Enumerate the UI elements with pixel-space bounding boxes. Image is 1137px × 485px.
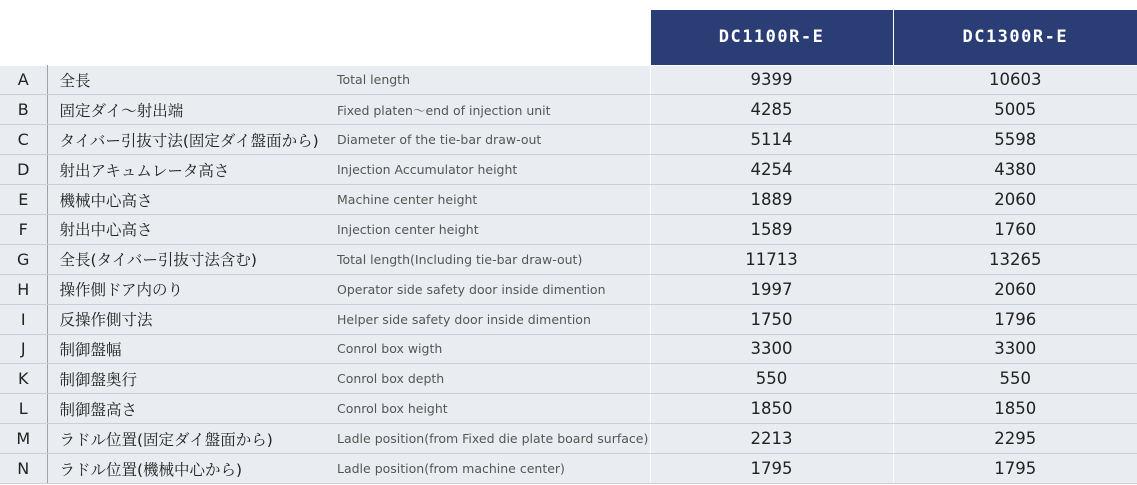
row-value-model-2: 1760 — [893, 214, 1137, 244]
row-label-en: Conrol box depth — [335, 364, 650, 394]
row-label-jp: 制御盤幅 — [47, 334, 335, 364]
row-label-en: Ladle position(from machine center) — [335, 454, 650, 484]
spec-table — [0, 10, 1137, 484]
row-letter: J — [0, 334, 47, 364]
table-row — [0, 155, 1137, 185]
row-letter: N — [0, 454, 47, 484]
row-value-model-1: 1589 — [650, 214, 893, 244]
row-label-en: Conrol box wigth — [335, 334, 650, 364]
table-row — [0, 424, 1137, 454]
row-label-en: Injection Accumulator height — [335, 155, 650, 185]
row-value-model-1: 2213 — [650, 424, 893, 454]
row-value-model-1: 5114 — [650, 125, 893, 155]
header-row — [0, 10, 1137, 65]
row-label-en: Operator side safety door inside dimention — [335, 274, 650, 304]
row-label-jp: 機械中心高さ — [47, 185, 335, 215]
table-row — [0, 334, 1137, 364]
table-row — [0, 304, 1137, 334]
table-row — [0, 214, 1137, 244]
row-label-jp: タイバー引抜寸法(固定ダイ盤面から) — [47, 125, 335, 155]
row-value-model-2: 550 — [893, 364, 1137, 394]
row-letter: K — [0, 364, 47, 394]
header-blank — [0, 10, 650, 65]
row-label-jp: 固定ダイ〜射出端 — [47, 95, 335, 125]
row-label-en: Ladle position(from Fixed die plate board surface) — [335, 424, 650, 454]
row-value-model-2: 2060 — [893, 274, 1137, 304]
row-value-model-2: 5598 — [893, 125, 1137, 155]
row-label-jp: 全長 — [47, 65, 335, 95]
row-value-model-1: 1750 — [650, 304, 893, 334]
row-label-jp: ラドル位置(機械中心から) — [47, 454, 335, 484]
row-label-en: Conrol box height — [335, 394, 650, 424]
row-value-model-2: 2295 — [893, 424, 1137, 454]
row-label-jp: 操作側ドア内のり — [47, 274, 335, 304]
table-row — [0, 125, 1137, 155]
table-row — [0, 244, 1137, 274]
row-letter: D — [0, 155, 47, 185]
model-header-1: DC1100R-E — [650, 10, 893, 65]
row-letter: H — [0, 274, 47, 304]
row-label-en: Injection center height — [335, 214, 650, 244]
row-label-jp: 射出アキュムレータ高さ — [47, 155, 335, 185]
row-letter: G — [0, 244, 47, 274]
row-label-jp: 制御盤高さ — [47, 394, 335, 424]
table-row — [0, 185, 1137, 215]
row-letter: B — [0, 95, 47, 125]
row-value-model-1: 1997 — [650, 274, 893, 304]
row-value-model-2: 13265 — [893, 244, 1137, 274]
row-letter: E — [0, 185, 47, 215]
row-value-model-1: 9399 — [650, 65, 893, 95]
row-value-model-1: 1795 — [650, 454, 893, 484]
table-row — [0, 364, 1137, 394]
row-value-model-2: 2060 — [893, 185, 1137, 215]
table-row — [0, 394, 1137, 424]
row-label-jp: 反操作側寸法 — [47, 304, 335, 334]
row-value-model-1: 1889 — [650, 185, 893, 215]
row-value-model-2: 10603 — [893, 65, 1137, 95]
row-value-model-1: 3300 — [650, 334, 893, 364]
row-label-en: Fixed platen〜end of injection unit — [335, 95, 650, 125]
row-value-model-2: 4380 — [893, 155, 1137, 185]
table-row — [0, 454, 1137, 484]
row-value-model-2: 5005 — [893, 95, 1137, 125]
row-label-jp: 射出中心高さ — [47, 214, 335, 244]
row-letter: C — [0, 125, 47, 155]
row-label-en: Total length — [335, 65, 650, 95]
table-row — [0, 274, 1137, 304]
row-label-jp: 全長(タイバー引抜寸法含む) — [47, 244, 335, 274]
table-row — [0, 65, 1137, 95]
row-value-model-1: 1850 — [650, 394, 893, 424]
row-value-model-1: 4254 — [650, 155, 893, 185]
row-label-en: Machine center height — [335, 185, 650, 215]
table-row — [0, 95, 1137, 125]
row-value-model-1: 550 — [650, 364, 893, 394]
row-letter: A — [0, 65, 47, 95]
row-label-en: Helper side safety door inside dimention — [335, 304, 650, 334]
model-header-2: DC1300R-E — [893, 10, 1137, 65]
row-label-jp: 制御盤奥行 — [47, 364, 335, 394]
spec-table-header — [0, 10, 1137, 65]
row-value-model-2: 1796 — [893, 304, 1137, 334]
row-value-model-1: 4285 — [650, 95, 893, 125]
spec-table-body — [0, 65, 1137, 483]
row-value-model-2: 1795 — [893, 454, 1137, 484]
row-label-en: Diameter of the tie-bar draw-out — [335, 125, 650, 155]
row-label-en: Total length(Including tie-bar draw-out) — [335, 244, 650, 274]
row-value-model-1: 11713 — [650, 244, 893, 274]
row-letter: I — [0, 304, 47, 334]
row-letter: F — [0, 214, 47, 244]
row-letter: M — [0, 424, 47, 454]
row-label-jp: ラドル位置(固定ダイ盤面から) — [47, 424, 335, 454]
row-value-model-2: 1850 — [893, 394, 1137, 424]
row-value-model-2: 3300 — [893, 334, 1137, 364]
row-letter: L — [0, 394, 47, 424]
